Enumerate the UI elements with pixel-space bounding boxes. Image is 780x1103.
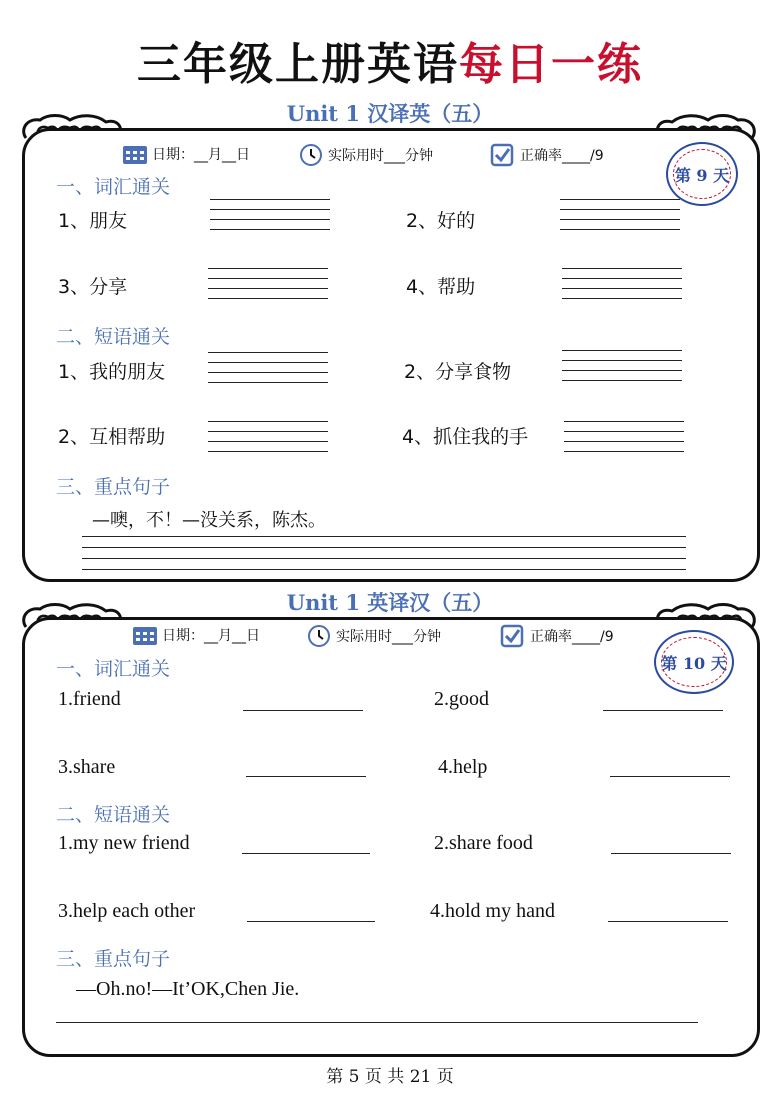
answer-line[interactable] <box>610 776 730 777</box>
answer-lines[interactable] <box>564 421 684 461</box>
sheet1-unit-title: Unit 1 汉译英（五） <box>286 101 494 126</box>
sheet2-time <box>306 624 441 648</box>
sheet1-vocab-2: 2、好的 <box>406 210 476 232</box>
accuracy-label: 正确率____/9 <box>530 629 614 645</box>
calendar-icon <box>122 143 148 165</box>
answer-lines[interactable] <box>208 421 328 461</box>
answer-lines[interactable] <box>562 268 682 308</box>
sheet2-unit-title: Unit 1 英译汉（五） <box>286 590 494 615</box>
sheet2-section-sentence: 三、重点句子 <box>56 948 171 970</box>
sheet1-date <box>122 143 250 165</box>
sheet2-section-vocab: 一、词汇通关 <box>56 658 171 680</box>
clock-icon <box>306 624 332 648</box>
sheet1-day-stamp <box>666 142 738 206</box>
answer-lines[interactable] <box>208 268 328 308</box>
sheet2-phrase-1: 1.my new friend <box>58 832 190 854</box>
sheet1-section-sentence: 三、重点句子 <box>56 476 171 498</box>
date-label: 日期：__月__日 <box>162 628 260 644</box>
sheet2-date <box>132 624 260 646</box>
answer-line[interactable] <box>247 921 375 922</box>
calendar-icon <box>132 624 158 646</box>
clock-icon <box>298 143 324 167</box>
day-stamp-text: 第 10 天 <box>661 637 727 687</box>
sheet2-sentence: —Oh.no!—It’OK,Chen Jie. <box>76 978 300 1000</box>
answer-lines[interactable] <box>210 199 330 239</box>
time-used-label: 实际用时___分钟 <box>336 629 441 645</box>
checkbox-icon <box>490 143 516 167</box>
sheet1-section-vocab: 一、词汇通关 <box>56 176 171 198</box>
date-label: 日期：__月__日 <box>152 147 250 163</box>
sheet2-day-stamp <box>654 630 734 694</box>
sheet2-phrase-3: 3.help each other <box>58 900 196 922</box>
answer-line[interactable] <box>608 921 728 922</box>
answer-lines[interactable] <box>208 352 328 392</box>
sheet1-phrase-3: 2、互相帮助 <box>58 426 166 448</box>
sheet2-vocab-2: 2.good <box>434 688 489 710</box>
sheet2-phrase-4: 4.hold my hand <box>430 900 555 922</box>
sheet1-vocab-4: 4、帮助 <box>406 276 476 298</box>
page-title-highlight: 每日一练 <box>459 39 643 90</box>
sheet1-phrase-2: 2、分享食物 <box>404 361 512 383</box>
page-footer: 第 5 页 共 21 页 <box>326 1067 454 1087</box>
answer-line[interactable] <box>603 710 723 711</box>
sheet2-vocab-4: 4.help <box>438 756 488 778</box>
sheet1-vocab-1: 1、朋友 <box>58 210 128 232</box>
sheet2-section-phrase: 二、短语通关 <box>56 804 171 826</box>
sheet1-section-phrase: 二、短语通关 <box>56 326 171 348</box>
sheet2-phrase-2: 2.share food <box>434 832 533 854</box>
sentence-answer-line[interactable] <box>56 1022 698 1023</box>
answer-line[interactable] <box>243 710 363 711</box>
sheet2-vocab-1: 1.friend <box>58 688 121 710</box>
answer-lines[interactable] <box>562 350 682 390</box>
answer-line[interactable] <box>611 853 731 854</box>
answer-line[interactable] <box>242 853 370 854</box>
sheet1-phrase-4: 4、抓住我的手 <box>402 426 529 448</box>
sheet1-sentence: —噢，不！—没关系，陈杰。 <box>92 510 326 531</box>
answer-lines[interactable] <box>560 199 680 239</box>
answer-line[interactable] <box>246 776 366 777</box>
sheet1-phrase-1: 1、我的朋友 <box>58 361 166 383</box>
checkbox-icon <box>500 624 526 648</box>
sentence-answer-lines[interactable] <box>82 536 686 570</box>
page-title <box>0 28 780 92</box>
sheet1-time <box>298 143 433 167</box>
sheet2-vocab-3: 3.share <box>58 756 116 778</box>
sheet1-accuracy <box>490 143 604 167</box>
sheet1-vocab-3: 3、分享 <box>58 276 128 298</box>
sheet2-accuracy <box>500 624 614 648</box>
page-title-main: 三年级上册英语 <box>137 39 459 90</box>
accuracy-label: 正确率____/9 <box>520 148 604 164</box>
day-stamp-text: 第 9 天 <box>673 149 731 199</box>
time-used-label: 实际用时___分钟 <box>328 148 433 164</box>
